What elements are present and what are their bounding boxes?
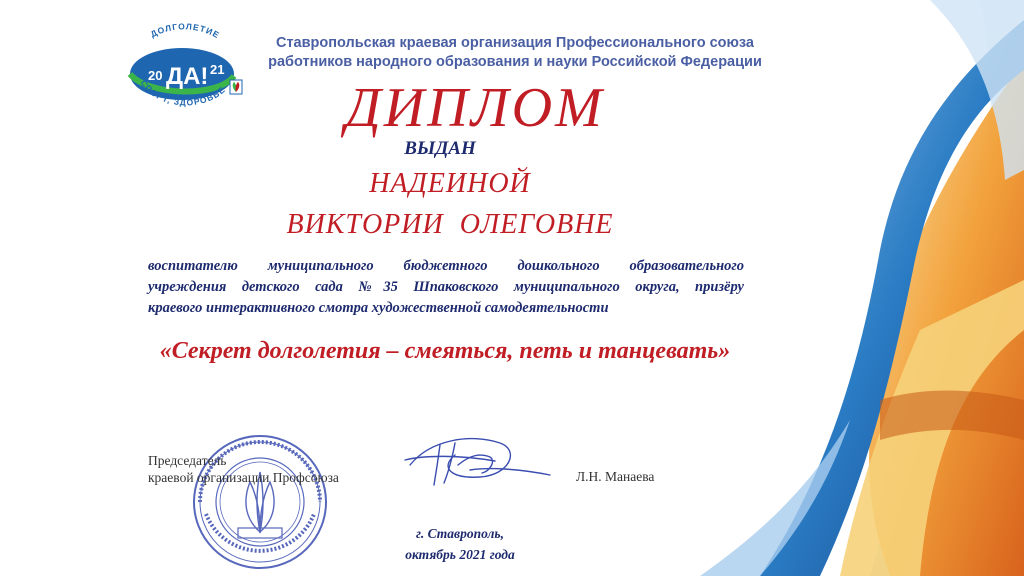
signatory-name: Л.Н. Манаева bbox=[576, 469, 655, 484]
issue-date: октябрь 2021 года bbox=[405, 547, 515, 562]
issued-label: ВЫДАН bbox=[404, 138, 476, 159]
chairman-line-2: краевой организации Профсоюза bbox=[148, 470, 339, 485]
organization-line-2: работников народного образования и науки Российской Федерации bbox=[268, 54, 762, 70]
description-line-3: краевого интерактивного смотра художественной самодеятельности bbox=[148, 300, 609, 316]
organization-name bbox=[250, 34, 780, 72]
svg-text:ДОЛГОЛЕТИЕ bbox=[149, 21, 222, 40]
logo-arc-bottom: СПОРТ, ЗДОРОВЬЕ bbox=[138, 78, 228, 108]
award-description bbox=[148, 256, 744, 319]
organization-line-1: Ставропольская краевая организация Профессионального союза bbox=[275, 35, 754, 51]
chairman-title bbox=[148, 452, 339, 486]
diploma-title: ДИПЛОМ bbox=[345, 77, 605, 139]
union-emblem-icon bbox=[230, 80, 242, 94]
handwritten-signature bbox=[400, 425, 560, 495]
description-line-2: учреждения детского сада №35 Шпаковского муниципального округа, призёру bbox=[148, 279, 744, 295]
chairman-line-1: Председатель bbox=[148, 453, 227, 468]
recipient-surname: НАДЕИНОЙ bbox=[369, 168, 531, 199]
contest-motto: «Секрет долголетия – смеяться, петь и танцевать» bbox=[159, 338, 731, 364]
logo-year-right: 21 bbox=[210, 62, 225, 77]
place-and-date bbox=[370, 523, 550, 565]
place-city: г. Ставрополь, bbox=[416, 526, 504, 541]
logo-center-text: ДА! bbox=[166, 63, 209, 90]
longevity-logo bbox=[118, 16, 248, 116]
description-line-1: воспитателю муниципального бюджетного дошкольного образовательного bbox=[148, 258, 744, 274]
logo-year-left: 20 bbox=[148, 68, 163, 83]
logo-arc-top: ДОЛГОЛЕТИЕ bbox=[148, 21, 222, 41]
recipient-given-names: ВИКТОРИИ ОЛЕГОВНЕ bbox=[286, 209, 614, 240]
